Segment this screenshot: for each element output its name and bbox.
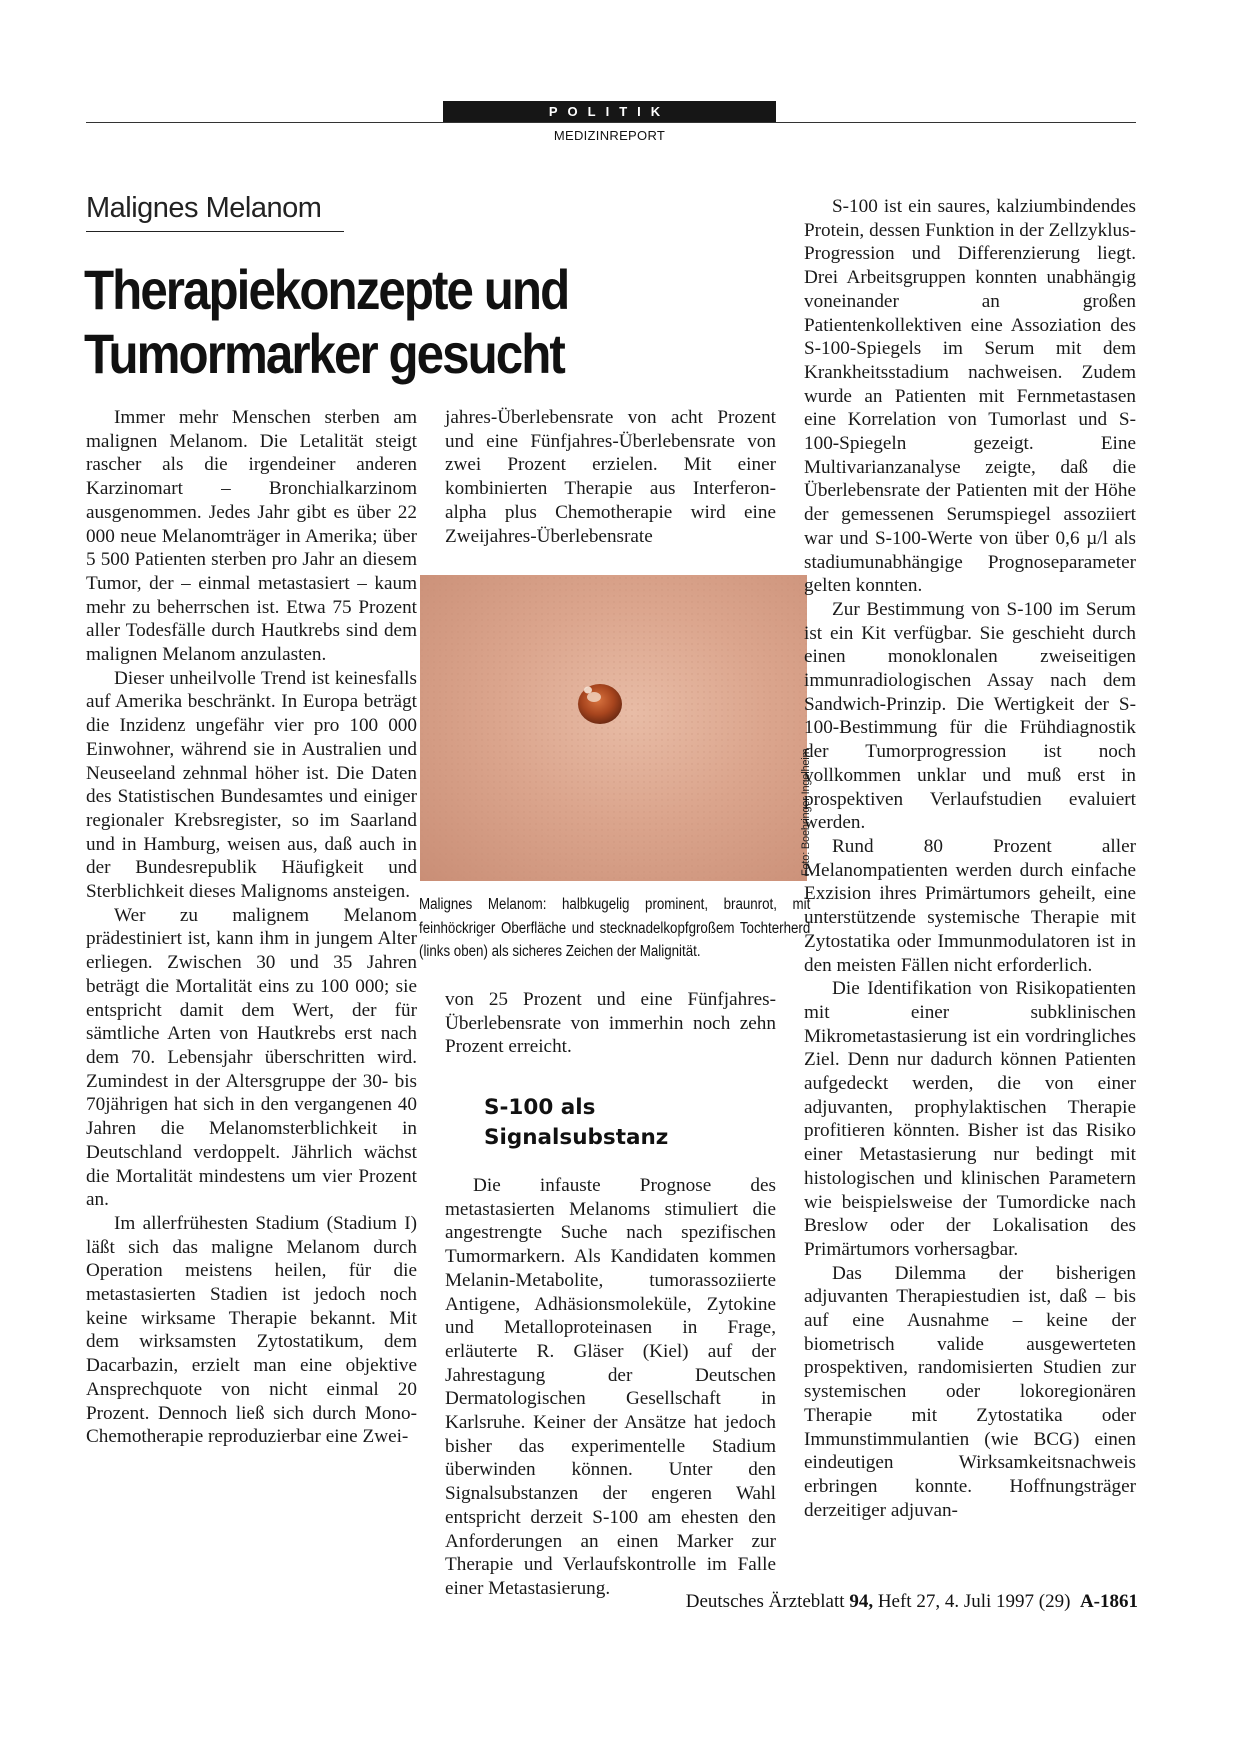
section-bar: POLITIK <box>443 101 776 122</box>
kicker-underline <box>86 231 344 232</box>
paragraph: Rund 80 Prozent aller Melanompatienten werden durch einfache Exzision ihres Primärtumors geheilt, eine unterstützende systemische Therapie mit Zytostatika oder Immunmodulatoren ist in den meisten Fällen nicht erforderlich. <box>804 835 1136 976</box>
subsection-label: MEDIZINREPORT <box>553 128 666 143</box>
column-3 <box>804 195 1136 1522</box>
headline-line-1: Therapiekonzepte und <box>84 258 569 321</box>
photo-credit: Foto: Boehringer Ingelheim <box>800 748 812 876</box>
paragraph: Immer mehr Menschen sterben am malignen Melanom. Die Letalität steigt rascher als die irgendeiner anderen Karzinomart – Bronchialkarzinom ausgenommen. Jedes Jahr gibt es über 22 000 neue Melanomträger in Amerika; über 5 500 Patienten sterben pro Jahr an diesem Tumor, der – einmal metastasiert – kaum mehr zu beherrschen ist. Etwa 75 Prozent aller Todesfälle durch Hautkrebs sind dem malignen Melanom anzulasten. <box>86 407 417 666</box>
page-number: A-1861 <box>1079 1591 1138 1612</box>
paragraph: Die infauste Prognose des metastasierten Melanoms stimuliert die angestrengte Suche nach spezifischen Tumormarkern. Als Kandidaten kommen Melanin-Metabolite, tumorassoziierte Antigene, Adhäsionsmoleküle, Zytokine und Metalloproteinasen in Frage, erläuterte R. Gläser (Kiel) auf der Jahrestagung der Deutschen Dermatologischen Gesellschaft in Karlsruhe. Keiner der Ansätze hat jedoch bisher das experimentelle Stadium überwinden können. Unter den Signalsubstanzen der engeren Wahl entspricht derzeit S-100 am ehesten den Anforderungen an einen Marker zur Therapie und Verlaufskontrolle im Falle einer Metastasierung. <box>445 1175 776 1599</box>
paragraph: Das Dilemma der bisherigen adjuvanten Therapiestudien ist, daß – bis auf eine Ausnahme – keine der biometrisch valide ausgewerteten prospektiven, randomisierten Studien zur systemischen oder lokoregionären Therapie mit Zytostatika oder Immunstimmulantien (wie BCG) einen eindeutigen Wirksamkeitsnachweis erbringen konnte. Hoffnungsträger derzeitiger adjuvan- <box>804 1262 1136 1521</box>
photo-caption: Malignes Melanom: halbkugelig prominent, braunrot, mit feinhöckriger Oberfläche und stecknadelkopfgroßem Tochterherd (links oben) als sicheres Zeichen der Malignität. <box>419 896 811 960</box>
paragraph: Die Identifikation von Risikopatienten mit einer subklinischen Mikrometastasierung ist ein vordringliches Ziel. Denn nur dadurch können Patienten aufgedeckt werden, die von einer adjuvanten, prophylaktischen Therapie profitieren könnten. Bisher ist das Risiko einer Metastasierung nur bedingt mit histologischen und klinischen Parametern wie beispielsweise der Tumordicke nach Breslow oder der Lokalisation des Primärtumors vorhersagbar. <box>804 978 1136 1260</box>
column-2-continued <box>445 988 776 1059</box>
article-headline <box>84 258 665 386</box>
subheading-line-2: Signalsubstanz <box>484 1125 669 1150</box>
volume-number: 94, <box>849 1591 874 1612</box>
melanoma-photo-image <box>420 575 807 881</box>
paragraph: Zur Bestimmung von S-100 im Serum ist ein Kit verfügbar. Sie geschieht durch einen monoklonalen zweiseitigen immunradiologischen Assay nach dem Sandwich-Prinzip. Die Wertigkeit der S-100-Bestimmung für die Frühdiagnostik der Tumorprogression ist noch vollkommen unklar und muß erst in prospektiven Verlaufstudien evaluiert werden. <box>804 598 1136 834</box>
paragraph: Wer zu malignem Melanom prädestiniert ist, kann ihm in jungem Alter erliegen. Zwischen 30 und 35 Jahren beträgt die Mortalität eins zu 100 000; sie entspricht damit dem Wert, der für sämtliche Arten von Hautkrebs erst nach dem 70. Lebensjahr überschritten wird. Zumindest in der Altersgruppe der 30- bis 70jährigen hat sich in den vergangenen 40 Jahren die Melanomsterblichkeit in Deutschland verdoppelt. Jährlich wächst die Mortalität mindestens um vier Prozent an. <box>86 904 417 1211</box>
paragraph: S-100 ist ein saures, kalziumbindendes Protein, dessen Funktion in der Zellzyklus-Progression und Differenzierung liegt. Drei Arbeitsgruppen konnten unabhängig voneinander an großen Patientenkollektiven eine Assoziation des S-100-Spiegels im Serum mit dem Krankheitsstadium nachweisen. Zudem wurde an Patienten mit Fernmetastasen eine Korrelation von Tumorlast und S-100-Spiegeln gezeigt. Eine Multivarianzanalyse zeigte, daß die Überlebensrate der Patienten mit der Höhe der gemessenen Serumspiegel assoziiert war und S-100-Werte von über 0,6 µ/l als stadiumunabhängige Prognoseparameter gelten konnten. <box>804 196 1136 597</box>
subheading-line-1: S-100 als <box>484 1095 596 1120</box>
paragraph: Dieser unheilvolle Trend ist keinesfalls auf Amerika beschränkt. In Europa beträgt die Inzidenz ungefähr vier pro 100 000 Einwohner, während sie in Australien und Neuseeland zehnmal höher ist. Die Daten des Statistischen Bundesamtes und einiger regionaler Krebsregister, so im Saarland und in Hamburg, weisen aus, daß auch in der Bundesrepublik Häufigkeit und Sterblichkeit dieses Malignoms ansteigen. <box>86 667 417 903</box>
column-2-top <box>445 406 776 548</box>
headline-line-2: Tumormarker gesucht <box>84 322 564 385</box>
issue-date: Heft 27, 4. Juli 1997 (29) <box>877 1591 1071 1612</box>
article-kicker: Malignes Melanom <box>86 192 322 224</box>
journal-name: Deutsches Ärzteblatt <box>685 1591 845 1612</box>
melanoma-photo <box>420 575 807 881</box>
paragraph: von 25 Prozent und eine Fünfjahres-Überlebensrate von immerhin noch zehn Prozent erreicht. <box>445 989 776 1058</box>
section-subheading <box>484 1093 744 1153</box>
paragraph: jahres-Überlebensrate von acht Prozent und eine Fünfjahres-Überlebensrate von zwei Prozent erzielen. Mit einer kombinierten Therapie aus Interferon-alpha plus Chemotherapie wird eine Zweijahres-Überlebensrate <box>445 407 776 547</box>
page-footer <box>686 1591 1138 1613</box>
column-1 <box>86 406 417 1449</box>
paragraph: Im allerfrühesten Stadium (Stadium I) läßt sich das maligne Melanom durch Operation meistens heilen, für die metastasierten Stadien ist jedoch noch keine wirksame Therapie bekannt. Mit dem wirksamsten Zytostatikum, dem Dacarbazin, erzielt man eine objektive Ansprechquote von nicht einmal 20 Prozent. Dennoch ließ sich durch Mono-Chemotherapie reproduzierbar eine Zwei- <box>86 1212 417 1448</box>
header-rule <box>86 122 1136 123</box>
column-2-bottom <box>445 1174 776 1601</box>
